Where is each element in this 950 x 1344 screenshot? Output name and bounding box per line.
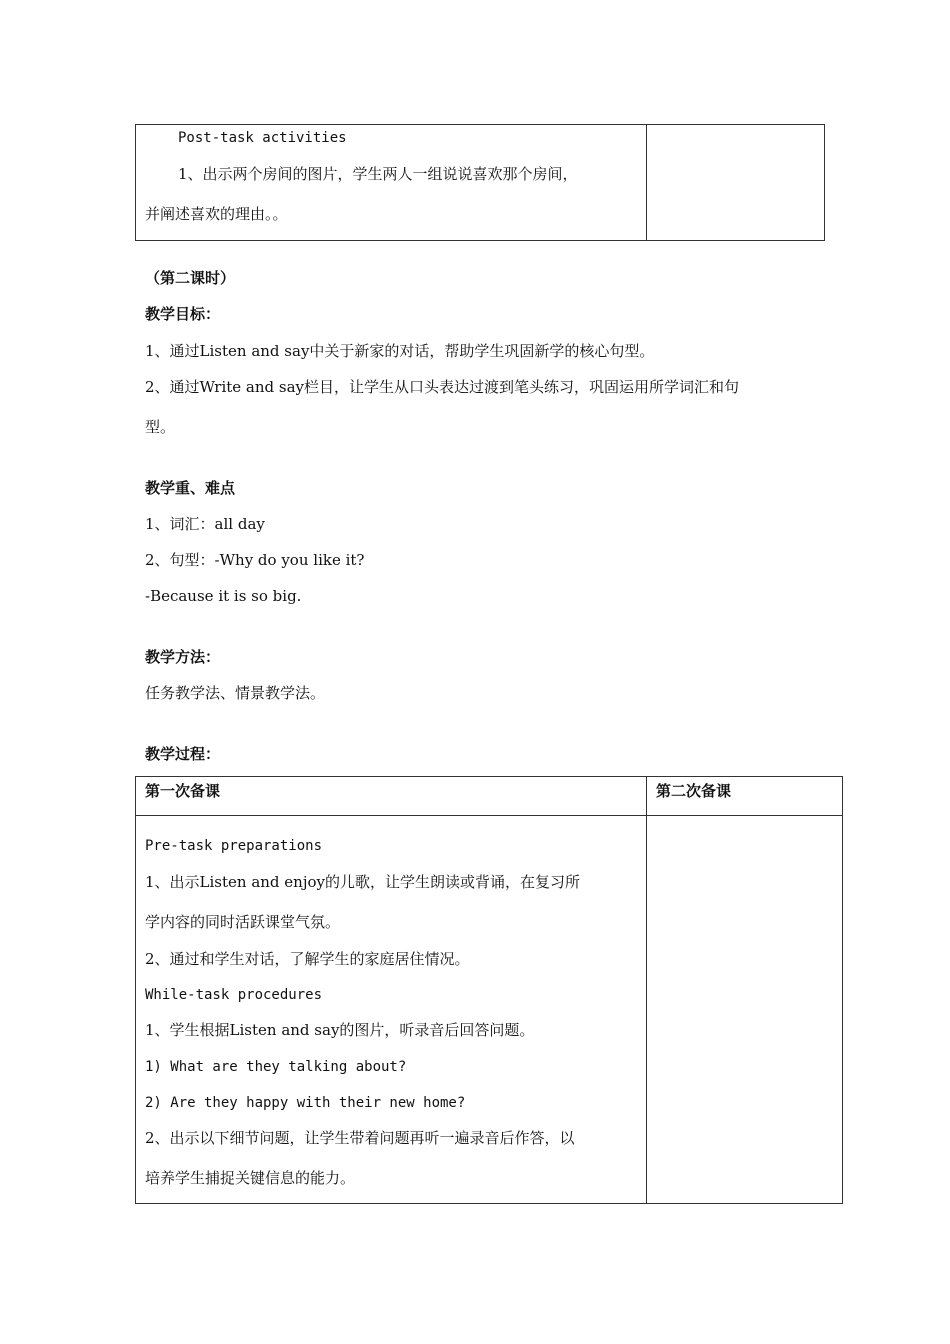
process-line: 1、出示Listen and enjoy的儿歌，让学生朗读或背诵，在复习所 — [145, 873, 581, 891]
process-col-2-header: 第二次备课 — [656, 782, 732, 800]
key-points-item-1: 1、词汇：all day — [145, 515, 265, 533]
process-line: While-task procedures — [145, 987, 323, 1003]
objectives-heading: 教学目标： — [145, 305, 221, 323]
key-points-heading: 教学重、难点 — [145, 479, 236, 497]
process-col-1-header: 第一次备课 — [145, 782, 221, 800]
process-line: 培养学生捕捉关键信息的能力。 — [145, 1169, 356, 1187]
process-line: 学内容的同时活跃课堂气氛。 — [145, 913, 341, 931]
methods-heading: 教学方法： — [145, 648, 221, 666]
process-heading: 教学过程： — [145, 745, 221, 763]
process-line: 2、出示以下细节问题，让学生带着问题再听一遍录音后作答，以 — [145, 1129, 575, 1147]
post-task-item-1-line-2: 并阐述喜欢的理由。。 — [145, 205, 288, 223]
process-line: 2) Are they happy with their new home? — [145, 1095, 466, 1111]
lesson-title: （第二课时） — [145, 269, 236, 287]
process-line: 1、学生根据Listen and say的图片，听录音后回答问题。 — [145, 1021, 535, 1039]
post-task-table-divider — [646, 124, 647, 241]
post-task-heading: Post-task activities — [178, 130, 347, 146]
methods-text: 任务教学法、情景教学法。 — [145, 684, 326, 702]
objectives-item-2-line-1: 2、通过Write and say栏目，让学生从口头表达过渡到笔头练习，巩固运用所学词汇和句 — [145, 378, 740, 396]
key-points-item-2: 2、句型：-Why do you like it? — [145, 551, 365, 569]
objectives-item-1: 1、通过Listen and say中关于新家的对话，帮助学生巩固新学的核心句型。 — [145, 342, 655, 360]
process-line: 2、通过和学生对话，了解学生的家庭居住情况。 — [145, 950, 470, 968]
post-task-item-1-line-1: 1、出示两个房间的图片，学生两人一组说说喜欢那个房间， — [178, 165, 578, 183]
process-table-header-rule — [135, 815, 843, 816]
objectives-item-2-line-2: 型。 — [145, 418, 176, 436]
key-points-item-3: -Because it is so big. — [145, 587, 302, 605]
process-table-divider — [646, 776, 647, 1204]
process-line: Pre-task preparations — [145, 838, 323, 854]
process-line: 1) What are they talking about? — [145, 1059, 407, 1075]
